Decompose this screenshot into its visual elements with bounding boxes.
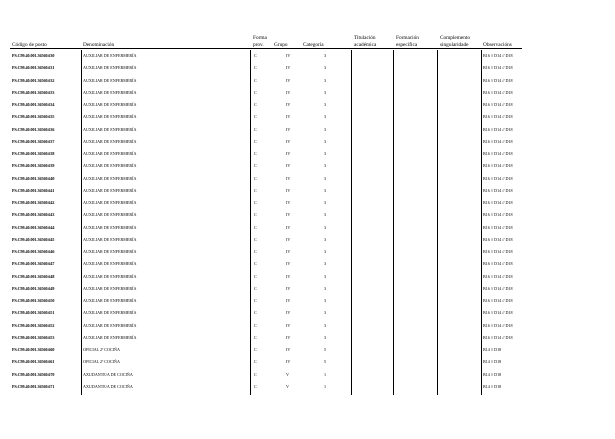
cell-denominacion: AUXILIAR DE ENFERMERÍA xyxy=(83,65,137,71)
cell-forma-prov: C xyxy=(254,89,257,95)
cell-observacions: B16 // D14 // D18 xyxy=(483,151,513,156)
header-complemento-line1: Complemento xyxy=(440,35,471,41)
cell-grupo: IV xyxy=(286,285,291,291)
table-row xyxy=(0,62,615,74)
cell-denominacion: AUXILIAR DE ENFERMERÍA xyxy=(83,310,137,316)
cell-forma-prov: C xyxy=(254,298,257,303)
cell-denominacion: AUXILIAR DE ENFERMERÍA xyxy=(83,224,137,230)
table-row xyxy=(0,271,615,283)
cell-denominacion: AUXILIAR DE ENFERMERÍA xyxy=(83,126,137,132)
cell-denominacion: AUXILIAR DE ENFERMERÍA xyxy=(83,236,137,242)
cell-observacions: B14 // D18 xyxy=(483,359,502,365)
cell-codigo: PS.C99.40.001.36560.643 xyxy=(12,212,55,218)
cell-categoria: 3 xyxy=(324,322,327,328)
cell-codigo: PS.C99.40.001.36560.661 xyxy=(12,359,55,365)
cell-categoria: 3 xyxy=(324,77,327,83)
cell-observacions: B14 // D18 xyxy=(483,347,502,352)
cell-denominacion: AUXILIAR DE ENFERMERÍA xyxy=(83,187,137,193)
cell-grupo: IV xyxy=(286,322,291,328)
cell-grupo: IV xyxy=(286,151,291,156)
cell-denominacion: AUXILIAR DE ENFERMERÍA xyxy=(83,114,137,120)
cell-observacions: B16 // D14 // D18 xyxy=(483,285,513,291)
cell-categoria: 3 xyxy=(324,298,327,303)
cell-categoria: 3 xyxy=(324,273,327,279)
cell-codigo: PS.C99.40.001.36560.633 xyxy=(12,89,55,95)
cell-grupo: IV xyxy=(286,261,291,267)
cell-observacions: B16 // D14 // D18 xyxy=(483,236,513,242)
cell-denominacion: AUXILIAR DE ENFERMERÍA xyxy=(83,212,137,218)
cell-grupo: IV xyxy=(286,175,291,181)
cell-observacions: B16 // D14 // D18 xyxy=(483,65,513,71)
cell-codigo: PS.C99.40.001.36560.635 xyxy=(12,114,55,120)
cell-denominacion: AXUDANTE/A DE COCIÑA xyxy=(83,371,133,377)
cell-grupo: V xyxy=(286,383,289,389)
table-row xyxy=(0,320,615,332)
cell-observacions: B16 // D14 // D18 xyxy=(483,200,513,205)
cell-codigo: PS.C99.40.001.36560.651 xyxy=(12,310,55,316)
cell-observacions: B16 // D14 // D18 xyxy=(483,224,513,230)
table-row xyxy=(0,332,615,344)
header-observacions: Observacións xyxy=(483,42,512,48)
cell-denominacion: OFICIAL 2ª COCIÑA xyxy=(83,359,120,365)
cell-denominacion: OFICIAL 2ª COCIÑA xyxy=(83,347,120,352)
cell-denominacion: AUXILIAR DE ENFERMERÍA xyxy=(83,175,137,181)
cell-observacions: B16 // D14 // D18 xyxy=(483,310,513,316)
cell-observacions: B16 // D14 // D18 xyxy=(483,175,513,181)
cell-denominacion: AUXILIAR DE ENFERMERÍA xyxy=(83,285,137,291)
cell-codigo: PS.C99.40.001.36560.649 xyxy=(12,285,55,291)
cell-categoria: 5 xyxy=(324,347,327,352)
table-row xyxy=(0,246,615,258)
cell-categoria: 3 xyxy=(324,138,327,144)
cell-categoria: 3 xyxy=(324,224,327,230)
cell-observacions: B16 // D14 // D18 xyxy=(483,102,513,107)
cell-codigo: PS.C99.40.001.36560.670 xyxy=(12,371,55,377)
cell-denominacion: AUXILIAR DE ENFERMERÍA xyxy=(83,249,137,254)
table-row xyxy=(0,185,615,197)
cell-observacions: B14 // D18 xyxy=(483,371,502,377)
cell-codigo: PS.C99.40.001.36560.641 xyxy=(12,187,55,193)
header-codigo: Código de posto xyxy=(12,42,47,48)
cell-forma-prov: C xyxy=(254,200,257,205)
cell-categoria: 3 xyxy=(324,175,327,181)
cell-observacions: B16 // D14 // D18 xyxy=(483,261,513,267)
cell-codigo: PS.C99.40.001.36560.648 xyxy=(12,273,55,279)
cell-denominacion: AUXILIAR DE ENFERMERÍA xyxy=(83,322,137,328)
cell-codigo: PS.C99.40.001.36560.639 xyxy=(12,163,55,169)
cell-codigo: PS.C99.40.001.36560.660 xyxy=(12,347,55,352)
cell-categoria: 3 xyxy=(324,163,327,169)
cell-forma-prov: C xyxy=(254,236,257,242)
cell-categoria: 3 xyxy=(324,310,327,316)
cell-forma-prov: C xyxy=(254,249,257,254)
cell-grupo: IV xyxy=(286,334,291,340)
cell-grupo: IV xyxy=(286,200,291,205)
cell-codigo: PS.C99.40.001.36560.650 xyxy=(12,298,55,303)
cell-denominacion: AUXILIAR DE ENFERMERÍA xyxy=(83,89,137,95)
cell-forma-prov: C xyxy=(254,187,257,193)
cell-codigo: PS.C99.40.001.36560.645 xyxy=(12,236,55,242)
table-row xyxy=(0,209,615,221)
cell-grupo: IV xyxy=(286,310,291,316)
cell-denominacion: AUXILIAR DE ENFERMERÍA xyxy=(83,163,137,169)
cell-forma-prov: C xyxy=(254,163,257,169)
cell-forma-prov: C xyxy=(254,383,257,389)
cell-forma-prov: C xyxy=(254,138,257,144)
header-categoria: Categoría xyxy=(303,42,324,48)
table-row xyxy=(0,124,615,136)
cell-forma-prov: C xyxy=(254,261,257,267)
cell-grupo: IV xyxy=(286,53,291,58)
header-formacion-line2: específica xyxy=(396,42,418,48)
cell-grupo: IV xyxy=(286,126,291,132)
cell-forma-prov: C xyxy=(254,77,257,83)
cell-denominacion: AXUDANTE/A DE COCIÑA xyxy=(83,383,133,389)
header-denominacion: Denominación xyxy=(83,42,115,48)
cell-forma-prov: C xyxy=(254,310,257,316)
table-row xyxy=(0,75,615,87)
cell-observacions: B16 // D14 // D18 xyxy=(483,89,513,95)
header-forma-line1: Forma xyxy=(253,35,267,41)
cell-categoria: 5 xyxy=(324,359,327,365)
cell-grupo: IV xyxy=(286,65,291,71)
table-row xyxy=(0,283,615,295)
table-row xyxy=(0,344,615,356)
cell-forma-prov: C xyxy=(254,151,257,156)
cell-categoria: 3 xyxy=(324,285,327,291)
cell-grupo: IV xyxy=(286,114,291,120)
cell-categoria: 3 xyxy=(324,89,327,95)
cell-grupo: IV xyxy=(286,77,291,83)
header-titulacion-line1: Titulación xyxy=(354,35,376,41)
table-row xyxy=(0,369,615,381)
cell-grupo: V xyxy=(286,371,289,377)
cell-categoria: 3 xyxy=(324,151,327,156)
cell-forma-prov: C xyxy=(254,53,257,58)
table-row xyxy=(0,173,615,185)
table-row xyxy=(0,356,615,368)
table-row xyxy=(0,148,615,160)
header-formacion-line1: Formación xyxy=(396,35,419,41)
cell-forma-prov: C xyxy=(254,114,257,120)
cell-grupo: IV xyxy=(286,224,291,230)
cell-observacions: B14 // D18 xyxy=(483,383,502,389)
table-row xyxy=(0,111,615,123)
cell-grupo: IV xyxy=(286,138,291,144)
header-forma-line2: prov. xyxy=(253,42,264,48)
cell-categoria: 3 xyxy=(324,249,327,254)
cell-grupo: IV xyxy=(286,102,291,107)
cell-grupo: IV xyxy=(286,347,291,352)
table-row xyxy=(0,136,615,148)
cell-categoria: 3 xyxy=(324,261,327,267)
cell-codigo: PS.C99.40.001.36560.630 xyxy=(12,53,55,58)
cell-denominacion: AUXILIAR DE ENFERMERÍA xyxy=(83,53,137,58)
cell-grupo: IV xyxy=(286,273,291,279)
table-row xyxy=(0,160,615,172)
cell-forma-prov: C xyxy=(254,285,257,291)
cell-codigo: PS.C99.40.001.36560.640 xyxy=(12,175,55,181)
cell-observacions: B16 // D14 // D18 xyxy=(483,334,513,340)
header-rule xyxy=(10,48,522,49)
cell-grupo: IV xyxy=(286,359,291,365)
cell-forma-prov: C xyxy=(254,273,257,279)
cell-codigo: PS.C99.40.001.36560.653 xyxy=(12,334,55,340)
cell-categoria: 3 xyxy=(324,236,327,242)
cell-observacions: B16 // D14 // D18 xyxy=(483,53,513,58)
cell-forma-prov: C xyxy=(254,65,257,71)
cell-codigo: PS.C99.40.001.36560.644 xyxy=(12,224,55,230)
cell-denominacion: AUXILIAR DE ENFERMERÍA xyxy=(83,151,137,156)
table-row xyxy=(0,307,615,319)
cell-observacions: B16 // D14 // D18 xyxy=(483,249,513,254)
cell-grupo: IV xyxy=(286,163,291,169)
cell-grupo: IV xyxy=(286,249,291,254)
cell-forma-prov: C xyxy=(254,212,257,218)
cell-observacions: B16 // D14 // D18 xyxy=(483,77,513,83)
cell-forma-prov: C xyxy=(254,334,257,340)
cell-denominacion: AUXILIAR DE ENFERMERÍA xyxy=(83,298,137,303)
cell-observacions: B16 // D14 // D18 xyxy=(483,273,513,279)
cell-grupo: IV xyxy=(286,298,291,303)
cell-codigo: PS.C99.40.001.36560.636 xyxy=(12,126,55,132)
cell-observacions: B16 // D14 // D18 xyxy=(483,138,513,144)
cell-codigo: PS.C99.40.001.36560.642 xyxy=(12,200,55,205)
table-row xyxy=(0,87,615,99)
cell-observacions: B16 // D14 // D18 xyxy=(483,163,513,169)
cell-codigo: PS.C99.40.001.36560.631 xyxy=(12,65,55,71)
cell-categoria: 3 xyxy=(324,187,327,193)
cell-denominacion: AUXILIAR DE ENFERMERÍA xyxy=(83,261,137,267)
cell-categoria: 3 xyxy=(324,114,327,120)
cell-observacions: B16 // D14 // D18 xyxy=(483,298,513,303)
cell-denominacion: AUXILIAR DE ENFERMERÍA xyxy=(83,200,137,205)
cell-codigo: PS.C99.40.001.36560.646 xyxy=(12,249,55,254)
cell-grupo: IV xyxy=(286,212,291,218)
cell-codigo: PS.C99.40.001.36560.647 xyxy=(12,261,55,267)
cell-denominacion: AUXILIAR DE ENFERMERÍA xyxy=(83,102,137,107)
header-grupo: Grupo xyxy=(274,42,288,48)
cell-observacions: B16 // D14 // D18 xyxy=(483,114,513,120)
cell-denominacion: AUXILIAR DE ENFERMERÍA xyxy=(83,334,137,340)
cell-categoria: 3 xyxy=(324,200,327,205)
table-row xyxy=(0,234,615,246)
header-complemento-line2: singularidade xyxy=(440,42,469,48)
cell-forma-prov: C xyxy=(254,371,257,377)
cell-categoria: 1 xyxy=(324,371,327,377)
table-row xyxy=(0,258,615,270)
cell-forma-prov: C xyxy=(254,126,257,132)
cell-codigo: PS.C99.40.001.36560.634 xyxy=(12,102,55,107)
cell-observacions: B16 // D14 // D18 xyxy=(483,212,513,218)
cell-categoria: 3 xyxy=(324,65,327,71)
cell-categoria: 3 xyxy=(324,126,327,132)
cell-forma-prov: C xyxy=(254,102,257,107)
cell-categoria: 3 xyxy=(324,102,327,107)
cell-categoria: 3 xyxy=(324,212,327,218)
cell-denominacion: AUXILIAR DE ENFERMERÍA xyxy=(83,138,137,144)
cell-codigo: PS.C99.40.001.36560.671 xyxy=(12,383,55,389)
table-row xyxy=(0,99,615,111)
cell-categoria: 3 xyxy=(324,334,327,340)
table-row xyxy=(0,50,615,62)
cell-observacions: B16 // D14 // D18 xyxy=(483,126,513,132)
table-row xyxy=(0,295,615,307)
cell-codigo: PS.C99.40.001.36560.652 xyxy=(12,322,55,328)
cell-categoria: 3 xyxy=(324,53,327,58)
cell-observacions: B16 // D14 // D18 xyxy=(483,187,513,193)
cell-forma-prov: C xyxy=(254,322,257,328)
table-row xyxy=(0,197,615,209)
cell-codigo: PS.C99.40.001.36560.637 xyxy=(12,138,55,144)
cell-grupo: IV xyxy=(286,236,291,242)
cell-denominacion: AUXILIAR DE ENFERMERÍA xyxy=(83,273,137,279)
cell-forma-prov: C xyxy=(254,175,257,181)
cell-forma-prov: C xyxy=(254,359,257,365)
cell-grupo: IV xyxy=(286,187,291,193)
header-titulacion-line2: académica xyxy=(354,42,377,48)
cell-forma-prov: C xyxy=(254,347,257,352)
table-row xyxy=(0,381,615,393)
cell-forma-prov: C xyxy=(254,224,257,230)
cell-observacions: B16 // D14 // D18 xyxy=(483,322,513,328)
cell-codigo: PS.C99.40.001.36560.638 xyxy=(12,151,55,156)
table-row xyxy=(0,222,615,234)
cell-categoria: 1 xyxy=(324,383,327,389)
cell-codigo: PS.C99.40.001.36560.632 xyxy=(12,77,55,83)
cell-grupo: IV xyxy=(286,89,291,95)
cell-denominacion: AUXILIAR DE ENFERMERÍA xyxy=(83,77,137,83)
